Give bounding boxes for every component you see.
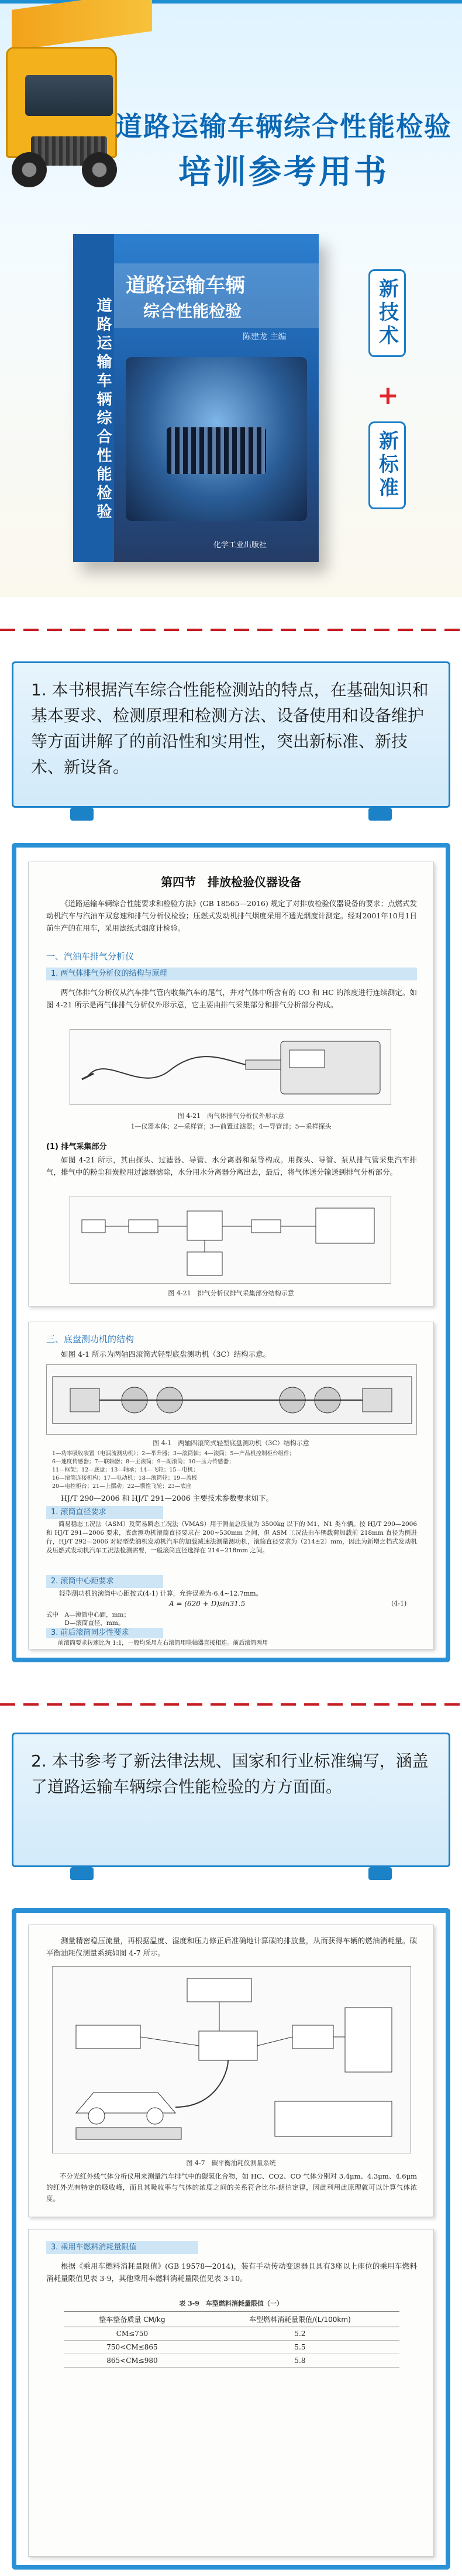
figure-caption: 图 4-21 排气分析仪排气采集部分结构示意 xyxy=(168,1289,294,1297)
paragraph: 《道路运输车辆综合性能要求和检验方法》(GB 18565—2016) 规定了对排放检验仪器设备的要求；点燃式发动机汽车与汽油车双怠速和排气分析仪检验；压燃式发动机排气烟度采用不透光烟度计测定。经对2001年10月1日前生产的在用车，采用滤纸式烟度计检验。 xyxy=(46,899,417,932)
plus-sign: + xyxy=(377,380,399,410)
legend-line: 16—滚筒连接机构；17—电动机；18—滚筒轮；19—盖板 xyxy=(52,1475,197,1481)
document-panel-2 xyxy=(12,1908,450,2570)
subheading: 2. 滚筒中心距要求 xyxy=(46,1575,163,1588)
table-cell: 865<CM≤980 xyxy=(64,2354,201,2368)
box-tab xyxy=(70,808,94,821)
box-tab xyxy=(70,1867,94,1880)
formula-where: D—滚筒直径，mm。 xyxy=(46,1620,125,1627)
subheading: 3. 前后滚筒同步性要求 xyxy=(46,1628,163,1638)
cover-publisher: 化学工业出版社 xyxy=(213,541,267,550)
table-cell: 5.2 xyxy=(201,2327,399,2341)
hero-title: 道路运输车辆综合性能检验 xyxy=(115,111,452,142)
truck-windshield xyxy=(25,75,113,116)
formula-number: (4-1) xyxy=(391,1600,407,1607)
document-page xyxy=(28,2229,434,2557)
cover-author: 陈建龙 主编 xyxy=(243,332,287,342)
paragraph: 如图 4-1 所示为两轴四滚筒式轻型底盘测功机（3C）结构示意。 xyxy=(61,1350,271,1359)
feature-box-2 xyxy=(12,1733,450,1867)
subheading: 1. 两气体排气分析仪的结构与原理 xyxy=(46,968,417,980)
dashed-divider xyxy=(0,629,462,631)
cover-truck-photo xyxy=(126,357,307,521)
dynamometer-diagram xyxy=(47,1365,418,1435)
subheading: 1. 滚筒直径要求 xyxy=(46,1506,163,1519)
document-page xyxy=(28,1925,434,2217)
feature-section-2 xyxy=(0,1686,462,1896)
cover-title-line2: 综合性能检验 xyxy=(143,301,242,321)
tag-new-standard: 新标准 xyxy=(368,421,406,509)
paragraph: 不分光红外线气体分析仪用来测量汽车排气中的碳氢化合物，如 HC、CO2、CO 气体分别对 3.4μm、4.3μm、4.6μm 的红外光有特定的吸收峰，而且其吸收率与气体的浓度之间的关系符合比尔-朗伯定律，因此利用此原理就可以计算气体浓度。 xyxy=(46,2172,417,2203)
subheading: (1) 排气采集部分 xyxy=(46,1143,107,1151)
document-page xyxy=(28,862,434,1306)
hero-banner xyxy=(0,0,462,597)
heading: 三、底盘测功机的结构 xyxy=(46,1334,135,1344)
table-cell: 5.8 xyxy=(201,2354,399,2368)
dashed-divider xyxy=(0,1703,462,1706)
table-cell: 750<CM≤865 xyxy=(64,2341,201,2354)
box-tab xyxy=(368,1867,392,1880)
fuel-meter-diagram xyxy=(53,1967,412,2154)
table-cell: CM≤750 xyxy=(64,2327,201,2341)
feature-text-1: 1. 本书根据汽车综合性能检测站的特点，在基础知识和基本要求、检测原理和检测方法、设备使用和设备维护等方面讲解了的前沿性和实用性，突出新标准、新技术、新设备。 xyxy=(31,680,429,777)
document-page xyxy=(28,1322,434,1649)
formula: A = (620 + D)sin31.5 xyxy=(169,1600,246,1608)
feature-text-2: 2. 本书参考了新法律法规、国家和行业标准编写，涵盖了道路运输车辆综合性能检验的方方面面。 xyxy=(31,1751,429,1796)
subheading: 3. 乘用车燃料消耗量限值 xyxy=(46,2241,198,2254)
tag-new-technology: 新技术 xyxy=(368,269,406,357)
figure-analyzer xyxy=(70,1029,391,1105)
book-cover-image xyxy=(73,234,319,562)
figure-sampling xyxy=(70,1196,391,1284)
truck-wheel xyxy=(82,152,117,187)
feature-box-1 xyxy=(12,661,450,808)
feature-section-1 xyxy=(0,609,462,831)
paragraph: 如图 4-21 所示，其由探头、过滤器、导管、水分离器和泵等构成。用探头、导管、泵从排气管采集汽车排气，排气中的粉尘和炭粒用过滤器滤除，水分用水分离器分离出去，最后，将气体送分输送到排气分析部分。 xyxy=(46,1155,417,1176)
hero-subtitle: 培训参考用书 xyxy=(178,153,389,191)
section-title: 第四节 排放检验仪器设备 xyxy=(161,875,301,889)
cover-title-line1: 道路运输车辆 xyxy=(126,274,245,297)
book-front-cover xyxy=(114,234,319,562)
truck-cab xyxy=(6,47,117,158)
heading: 一、汽油车排气分析仪 xyxy=(46,951,135,962)
legend-line: 1—功率吸收装置（电涡流测功机）；2—举升器；3—滚筒轴；4—滚筒；5—产品机控制柜台组件； xyxy=(52,1450,295,1457)
paragraph: 前滚筒要求转速比为 1:1，一般均采用左右滚筒用联轴器直接相连。前后滚筒两用 xyxy=(58,1640,268,1647)
figure-fuel-meter xyxy=(52,1966,411,2153)
table-title: 表 3-9 车型燃料消耗量限值（一） xyxy=(179,2300,283,2307)
paragraph: 根据《乘用车燃料消耗量限值》(GB 19578—2014)，装有手动传动变速器且具有3座以上座位的乘用车燃料消耗量限值见表 3-9，其他乘用车燃料消耗量限值见表 3-10。 xyxy=(46,2262,417,2283)
table-row xyxy=(64,2341,399,2354)
legend-line: 20—电控柜台；21—上摆动；22—惯性飞轮；23—底座 xyxy=(52,1483,192,1490)
fuel-limit-table xyxy=(64,2311,399,2368)
paragraph: HJ/T 290—2006 和 HJ/T 291—2006 主要技术参数要求如下。 xyxy=(61,1494,274,1503)
paragraph: 两气体排气分析仪从汽车排气管内收集汽车的尾气，并对气体中所含有的 CO 和 HC 的浓度进行连续测定。如图 4-21 所示是两气体排气分析仪外形示意，它主要由排气采集部分和排气分析部分构成。 xyxy=(46,988,417,1009)
paragraph: 简易稳态工况法（ASM）及简易瞬态工况法（VMAS）用于测量总质量为 3500kg 以下的 M1、N1 类车辆。按 HJ/T 290—2006 和 HJ/T 291—2006 要求，底盘测功机滚筒直径要求在 200~530mm 之间，但 ASM 工况法由车辆载荷加载前 218mm 直径为例进行，HJ/T 292—2006 对轻型柴油机发动机汽车的加载减速法测量测功机，滚筒直径要求为（214±2）mm，因此为新增之档式发动机及压燃式发动机汽车工况法检测需要，一般滚筒直径选择在 214~218mm 之间。 xyxy=(46,1521,417,1554)
table-cell: 5.5 xyxy=(201,2341,399,2354)
figure-legend-block xyxy=(52,1450,411,1491)
document-panel-1 xyxy=(12,843,450,1662)
figure-caption: 图 4-7 碳平衡油耗仪测量系统 xyxy=(186,2159,276,2167)
formula-where: 式中 A—滚筒中心距，mm； xyxy=(46,1611,130,1618)
table-header: 车型燃料消耗量限值/(L/100km) xyxy=(201,2312,399,2327)
table-header: 整车整备质量 CM/kg xyxy=(64,2312,201,2327)
legend-line: 11—框架；12—底盘；13—轴承；14—飞轮；15—电机； xyxy=(52,1467,199,1473)
legend-line: 6—速度传感器；7—联轴器；8—主滚筒；9—副滚筒；10—压力传感器； xyxy=(52,1459,235,1465)
analyzer-diagram xyxy=(70,1030,392,1106)
paragraph: 轻型测功机的滚筒中心距按式(4-1) 计算，允许误差为-6.4~12.7mm。 xyxy=(59,1590,263,1597)
figure-caption: 图 4-1 两轴四滚筒式轻型底盘测功机（3C）结构示意 xyxy=(153,1439,309,1447)
figure-caption: 图 4-21 两气体排气分析仪外形示意 xyxy=(177,1112,285,1120)
paragraph: 测量精密稳压流量，再根据温度、湿度和压力修正后准确地计算碳的排放量，从而获得车辆的燃油消耗量。碳平衡油耗仪测量系统如图 4-7 所示。 xyxy=(46,1936,417,1957)
table-row xyxy=(64,2327,399,2341)
figure-dynamometer xyxy=(46,1364,417,1435)
table-row xyxy=(64,2354,399,2368)
figure-legend: 1—仪器本体；2—采样管；3—前置过滤器；4—导管部；5—采样探头 xyxy=(130,1123,332,1130)
sampling-diagram xyxy=(70,1196,392,1284)
box-tab xyxy=(368,808,392,821)
book-spine: 道路运输车辆综合性能检验 xyxy=(73,234,114,562)
truck-wheel xyxy=(12,152,47,187)
